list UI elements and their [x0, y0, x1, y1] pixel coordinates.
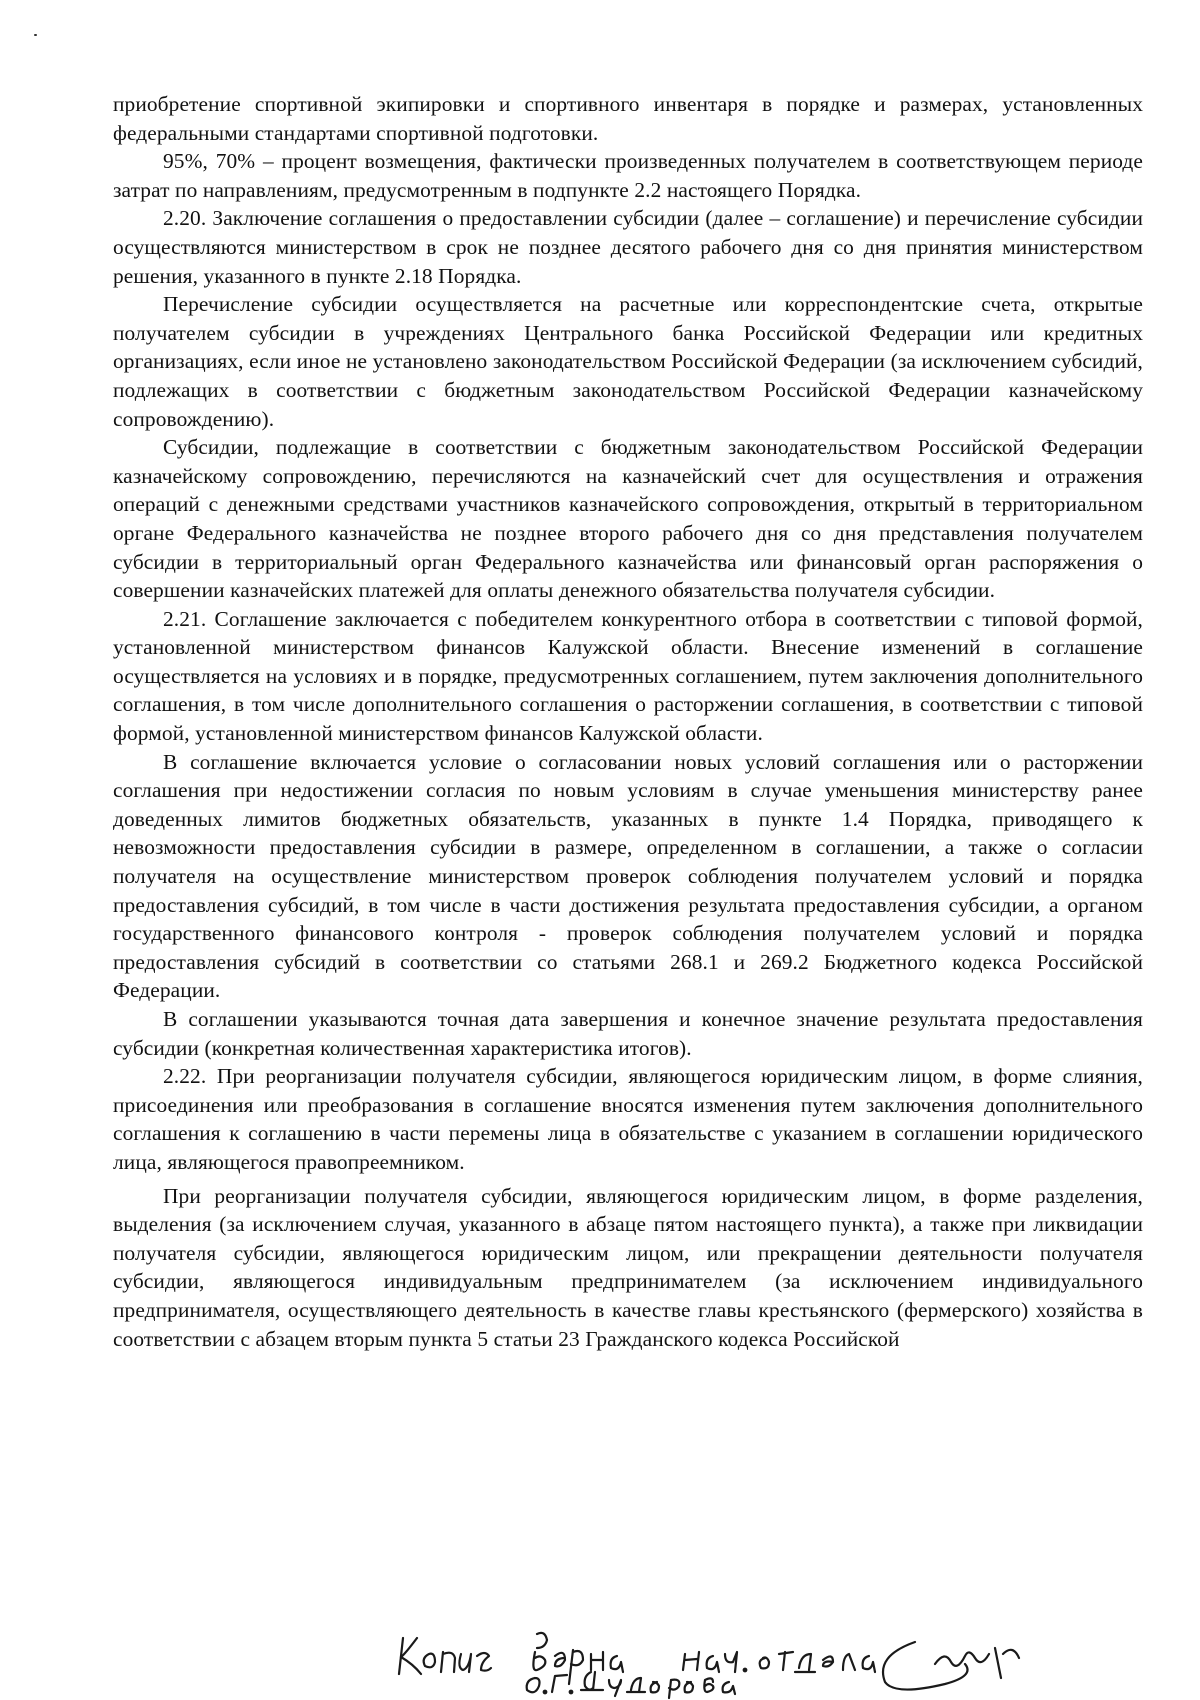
paragraph-transfer-accounts: Перечисление субсидии осуществляется на расчетные или корреспондентские счета, открытые получателем субсидии в учреждениях Центрального банка Российской Федерации или кредитных организациях, если иное не установлено законодательством Российской Федерации (за исключением субсидий, подлежащих в соответствии с бюджетным законодательством Российской Федерации казначейскому сопровождению).	[113, 292, 1143, 431]
paragraph-2-21: 2.21. Соглашение заключается с победителем конкурентного отбора в соответствии с типовой формой, установленной министерством финансов Калужской области. Внесение изменений в соглашение осуществляется на условиях и в порядке, предусмотренных соглашением, путем заключения дополнительного соглашения, в том числе дополнительного соглашения о расторжении соглашения, в соответствии с типовой формой, установленной министерством финансов Калужской области.	[113, 606, 1143, 746]
paragraph-continuation: приобретение спортивной экипировки и спортивного инвентаря в порядке и размерах, установленных федеральными стандартами спортивной подготовки.	[113, 92, 1143, 145]
handwritten-certification-signature	[395, 1624, 1035, 1700]
paragraph-result-date: В соглашении указываются точная дата завершения и конечное значение результата предоставления субсидии (конкретная количественная характеристика итогов).	[113, 1007, 1143, 1060]
paragraph-treasury-support: Субсидии, подлежащие в соответствии с бюджетным законодательством Российской Федерации казначейскому сопровождению, перечисляются на казначейский счет для осуществления и отражения операций с денежными средствами участников казначейского сопровождения, открытый в территориальном органе Федерального казначейства не позднее второго рабочего дня со дня представления получателем субсидии в территориальный орган Федерального казначейства или финансовый орган распоряжения о совершении казначейских платежей для оплаты денежного обязательства получателя субсидии.	[113, 435, 1143, 603]
scan-speck	[34, 34, 37, 36]
paragraph-2-22: 2.22. При реорганизации получателя субсидии, являющегося юридическим лицом, в форме слияния, присоединения или преобразования в соглашение вносятся изменения путем заключения дополнительного соглашения к соглашению в части перемены лица в обязательстве с указанием в соглашении юридического лица, являющегося правопреемником.	[113, 1064, 1143, 1174]
paragraph-agreement-conditions: В соглашение включается условие о согласовании новых условий соглашения или о расторжении соглашения при недостижении согласия по новым условиям в случае уменьшения министерству ранее доведенных лимитов бюджетных обязательств, указанных в пункте 1.4 Порядка, приводящего к невозможности предоставления субсидии в размере, определенном в соглашении, а также о согласии получателя на осуществление министерством проверок соблюдения получателем условий и порядка предоставления субсидий, в том числе в части достижения результата предоставления субсидии, а органом государственного финансового контроля - проверок соблюдения получателем условий и порядка предоставления субсидий в соответствии со статьями 268.1 и 269.2 Бюджетного кодекса Российской Федерации.	[113, 749, 1143, 1003]
paragraph-reorganization: При реорганизации получателя субсидии, являющегося юридическим лицом, в форме разделения, выделения (за исключением случая, указанного в абзаце пятом настоящего пункта), а также при ликвидации получателя субсидии, являющегося юридическим лицом, или прекращении деятельности получателя субсидии, являющегося индивидуальным предпринимателем (за исключением индивидуального предпринимателя, осуществляющего деятельность в качестве главы крестьянского (фермерского) хозяйства в соответствии с абзацем вторым пункта 5 статьи 23 Гражданского кодекса Российской	[113, 1183, 1143, 1351]
document-page	[113, 90, 1143, 1353]
paragraph-2-20: 2.20. Заключение соглашения о предоставлении субсидии (далее – соглашение) и перечисление субсидии осуществляются министерством в срок не позднее десятого рабочего дня со дня принятия министерством решения, указанного в пункте 2.18 Порядка.	[113, 206, 1143, 288]
paragraph-reimbursement-percent: 95%, 70% – процент возмещения, фактически произведенных получателем в соответствующем периоде затрат по направлениям, предусмотренным в подпункте 2.2 настоящего Порядка.	[113, 149, 1143, 202]
